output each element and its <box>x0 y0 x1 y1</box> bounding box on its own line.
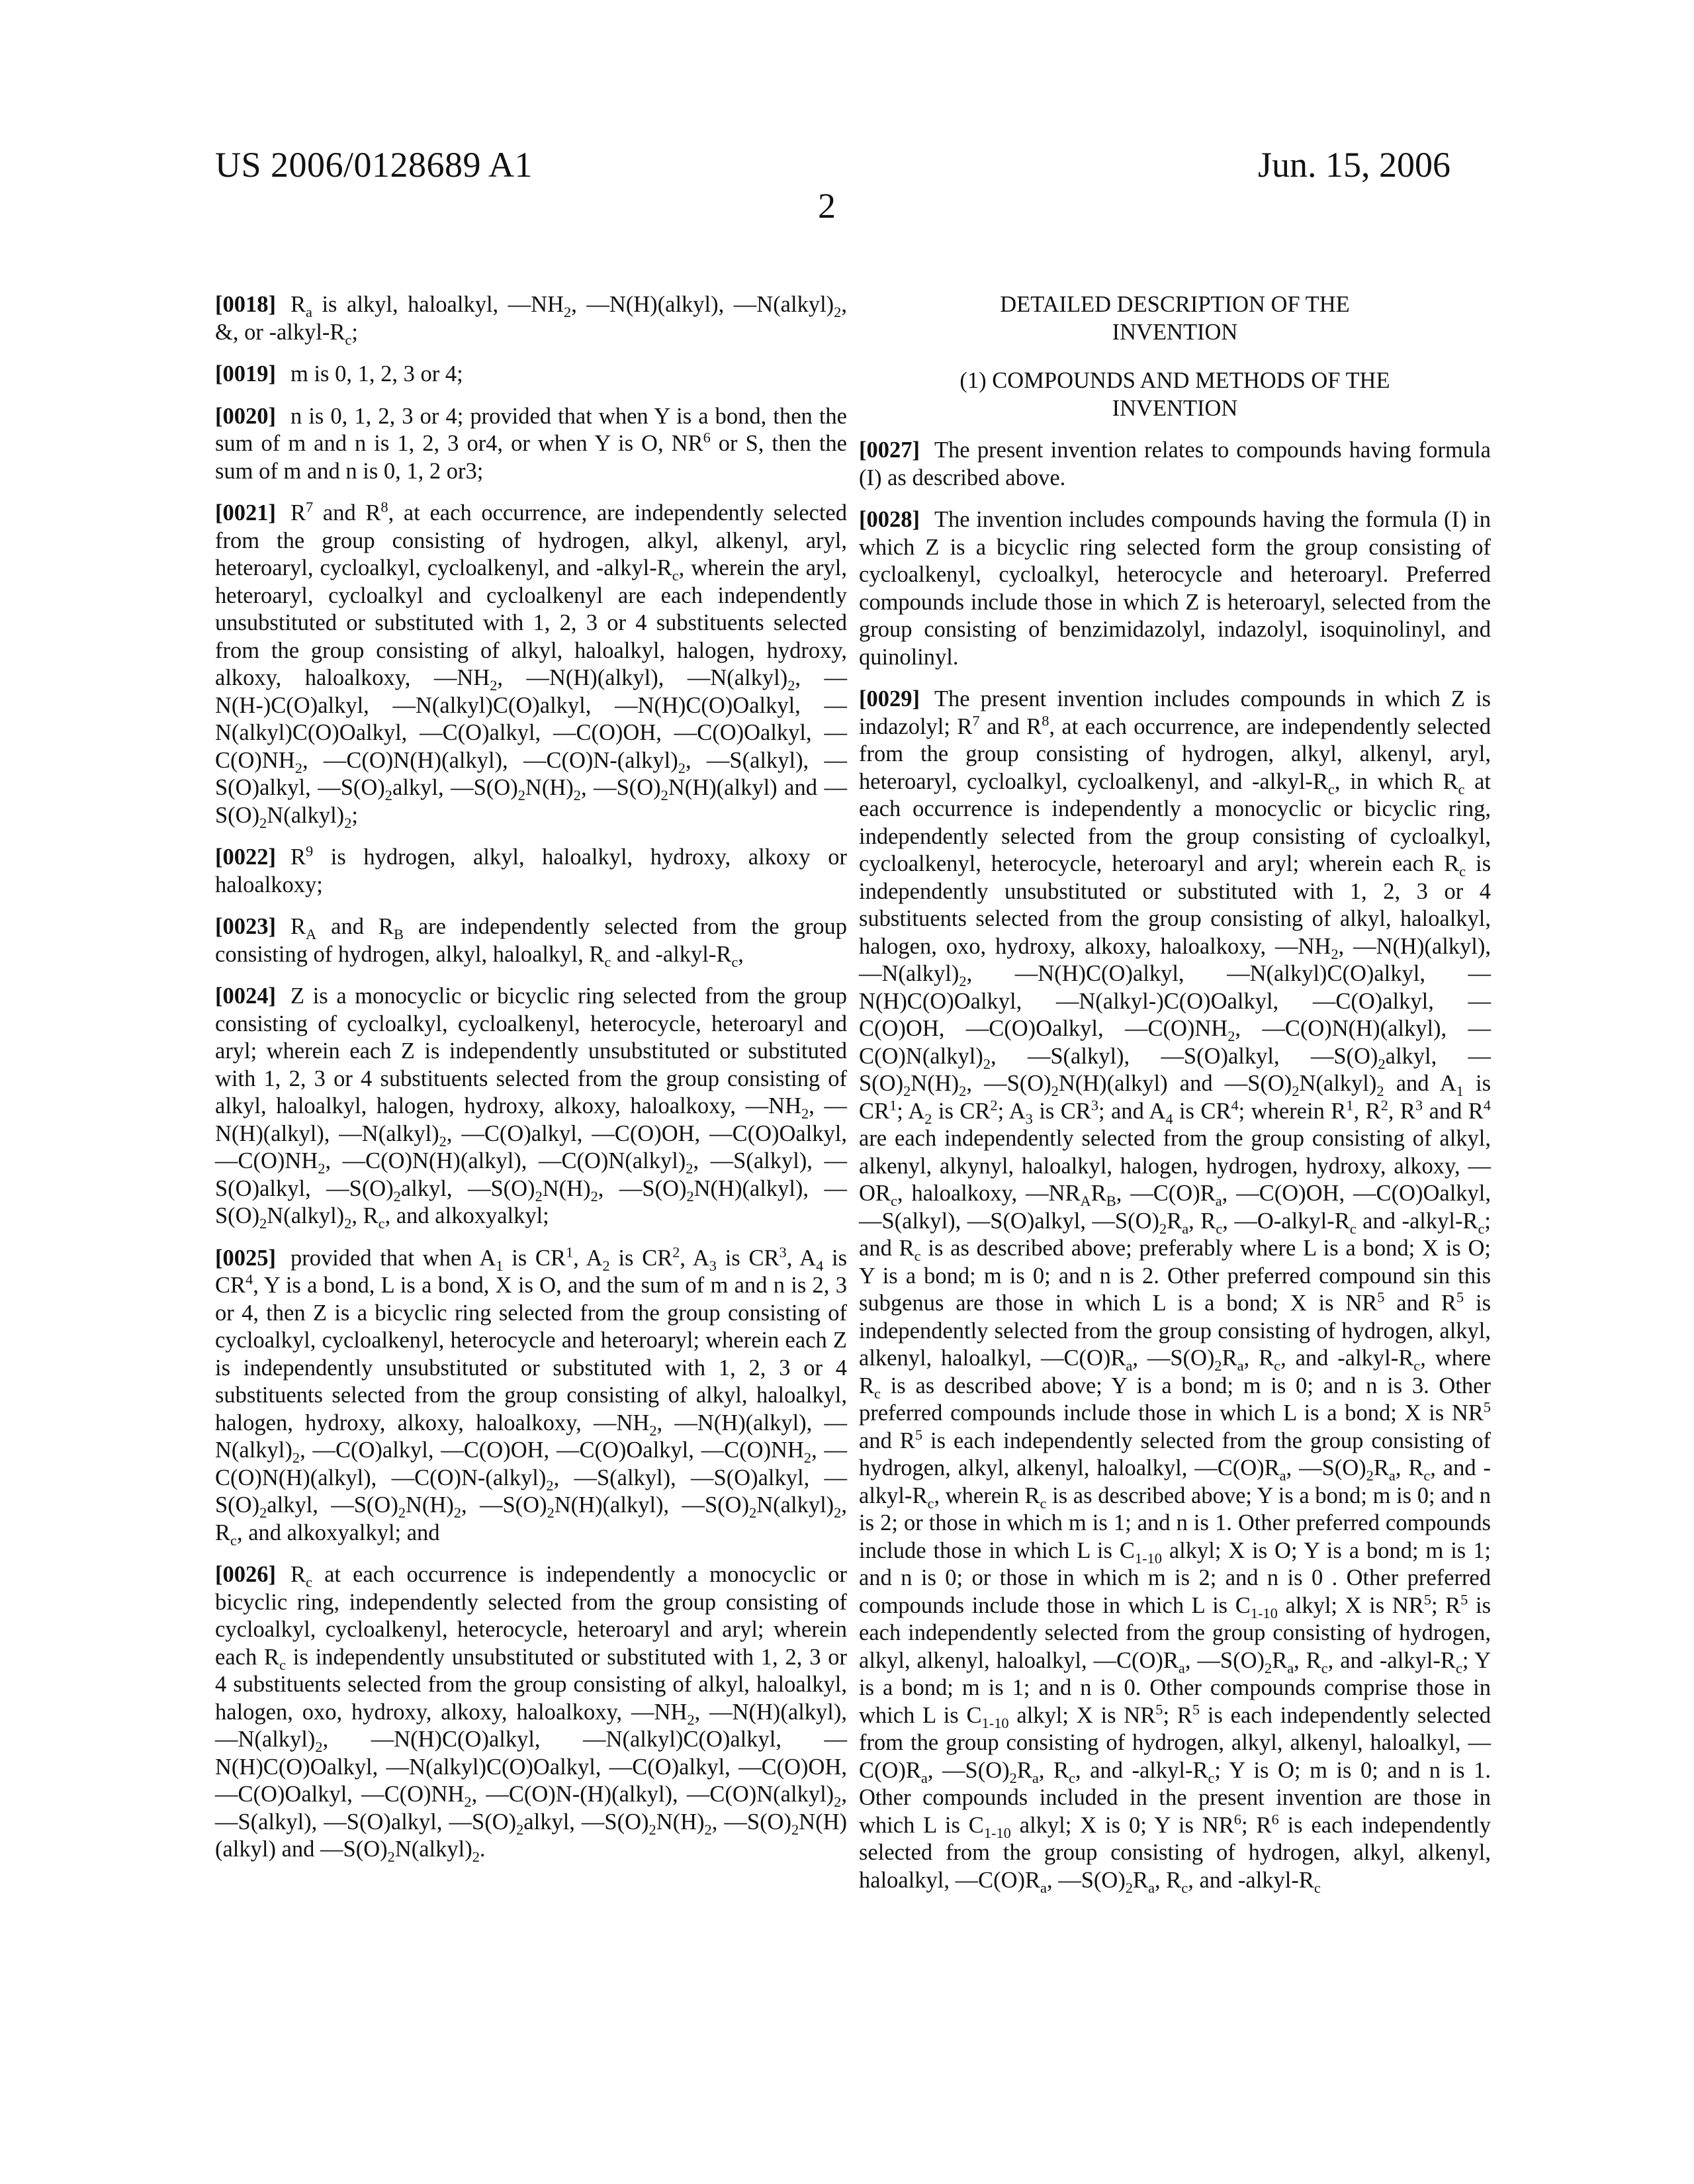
section-heading-detailed-description <box>859 291 1491 346</box>
paragraph-text: Rc at each occurrence is independently a monocyclic or bicyclic ring, independently selected from the group consisting of cycloalkyl, cycloalkenyl, heterocycle, heteroaryl and aryl; wherein each Rc is independently unsubstituted or substituted with 1, 2, 3 or 4 substituents selected from the group consisting of alkyl, haloalkyl, halogen, oxo, hydroxy, alkoxy, haloalkoxy, —NH2, —N(H)(alkyl), —N(alkyl)2, —N(H)C(O)alkyl, —N(alkyl)C(O)alkyl, —N(H)C(O)Oalkyl, —N(alkyl)C(O)Oalkyl, —C(O)alkyl, —C(O)OH, —C(O)Oalkyl, —C(O)NH2, —C(O)N-(H)(alkyl), —C(O)N(alkyl)2, —S(alkyl), —S(O)alkyl, —S(O)2alkyl, —S(O)2N(H)2, —S(O)2N(H)(alkyl) and —S(O)2N(alkyl)2. <box>215 1562 847 1862</box>
paragraph-text: R9 is hydrogen, alkyl, haloalkyl, hydroxy, alkoxy or haloalkoxy; <box>215 844 847 897</box>
paragraph-tag: [0022] <box>215 844 276 870</box>
paragraph-text: The invention includes compounds having the formula (I) in which Z is a bicyclic ring selected form the group consisting of cycloalkenyl, cycloalkyl, heterocycle and heteroaryl. Preferred compounds include those in which Z is heteroaryl, selected from the group consisting of benzimidazolyl, indazolyl, isoquinolinyl, and quinolinyl. <box>859 507 1491 670</box>
paragraph-tag: [0028] <box>859 507 920 532</box>
paragraph-0023 <box>215 913 847 968</box>
publication-number: US 2006/0128689 A1 <box>215 144 533 185</box>
page-number: 2 <box>818 185 836 226</box>
paragraph-text: Ra is alkyl, haloalkyl, —NH2, —N(H)(alkyl), —N(alkyl)2, &, or -alkyl-Rc; <box>215 292 847 345</box>
paragraph-text: Z is a monocyclic or bicyclic ring selected from the group consisting of cycloalkyl, cycloalkenyl, heterocycle, heteroaryl and aryl; wherein each Z is independently unsubstituted or substituted with 1, 2, 3 or 4 substituents selected from the group consisting of alkyl, haloalkyl, halogen, hydroxy, alkoxy, haloalkoxy, —NH2, —N(H)(alkyl), —N(alkyl)2, —C(O)alkyl, —C(O)OH, —C(O)Oalkyl, —C(O)NH2, —C(O)N(H)(alkyl), —C(O)N(alkyl)2, —S(alkyl), —S(O)alkyl, —S(O)2alkyl, —S(O)2N(H)2, —S(O)2N(H)(alkyl), —S(O)2N(alkyl)2, Rc, and alkoxyalkyl; <box>215 983 847 1228</box>
section-heading-compounds <box>859 367 1491 422</box>
paragraph-tag: [0027] <box>859 437 920 463</box>
paragraph-tag: [0026] <box>215 1562 276 1587</box>
paragraph-0018 <box>215 291 847 346</box>
paragraph-tag: [0023] <box>215 914 276 939</box>
paragraph-0025 <box>215 1245 847 1547</box>
paragraph-tag: [0024] <box>215 983 276 1009</box>
heading-line: INVENTION <box>859 319 1491 347</box>
paragraph-tag: [0019] <box>215 361 276 387</box>
paragraph-0026 <box>215 1561 847 1864</box>
paragraph-text: RA and RB are independently selected from the group consisting of hydrogen, alkyl, haloalkyl, Rc and -alkyl-Rc, <box>215 914 847 967</box>
right-column <box>859 291 1491 1909</box>
publication-date: Jun. 15, 2006 <box>1258 144 1450 185</box>
heading-line: DETAILED DESCRIPTION OF THE <box>859 291 1491 319</box>
paragraph-tag: [0021] <box>215 500 276 525</box>
paragraph-text: The present invention includes compounds in which Z is indazolyl; R7 and R8, at each occurrence, are independently selected from the group consisting of hydrogen, alkyl, alkenyl, aryl, heteroaryl, cycloalkyl, cycloalkenyl, and -alkyl-Rc, in which Rc at each occurrence is independently a monocyclic or bicyclic ring, independently selected from the group consisting of cycloalkyl, cycloalkenyl, heterocycle, heteroaryl and aryl; wherein each Rc is independently unsubstituted or substituted with 1, 2, 3 or 4 substituents selected from the group consisting of alkyl, haloalkyl, halogen, oxo, hydroxy, alkoxy, haloalkoxy, —NH2, —N(H)(alkyl), —N(alkyl)2, —N(H)C(O)alkyl, —N(alkyl)C(O)alkyl, —N(H)C(O)Oalkyl, —N(alkyl-)C(O)Oalkyl, —C(O)alkyl, —C(O)OH, —C(O)Oalkyl, —C(O)NH2, —C(O)N(H)(alkyl), —C(O)N(alkyl)2, —S(alkyl), —S(O)alkyl, —S(O)2alkyl, —S(O)2N(H)2, —S(O)2N(H)(alkyl) and —S(O)2N(alkyl)2 and A1 is CR1; A2 is CR2; A3 is CR3; and A4 is CR4; wherein R1, R2, R3 and R4 are each independently selected from the group consisting of alkyl, alkenyl, alkynyl, haloalkyl, halogen, hydrogen, hydroxy, alkoxy, —ORc, haloalkoxy, —NRARB, —C(O)Ra, —C(O)OH, —C(O)Oalkyl, —S(alkyl), —S(O)alkyl, —S(O)2Ra, Rc, —O-alkyl-Rc and -alkyl-Rc; and Rc is as described above; preferably where L is a bond; X is O; Y is a bond; m is 0; and n is 2. Other preferred compound sin this subgenus are those in which L is a bond; X is NR5 and R5 is independently selected from the group consisting of hydrogen, alkyl, alkenyl, haloalkyl, —C(O)Ra, —S(O)2Ra, Rc, and -alkyl-Rc, where Rc is as described above; Y is a bond; m is 0; and n is 3. Other preferred compounds include those in which L is a bond; X is NR5 and R5 is each independently selected from the group consisting of hydrogen, alkyl, alkenyl, haloalkyl, —C(O)Ra, —S(O)2Ra, Rc, and -alkyl-Rc, wherein Rc is as described above; Y is a bond; m is 0; and n is 2; or those in which m is 1; and n is 1. Other preferred compounds include those in which L is C1-10 alkyl; X is O; Y is a bond; m is 1; and n is 0; or those in which m is 2; and n is 0 . Other preferred compounds include those in which L is C1-10 alkyl; X is NR5; R5 is each independently selected from the group consisting of hydrogen, alkyl, alkenyl, haloalkyl, —C(O)Ra, —S(O)2Ra, Rc, and -alkyl-Rc; Y is a bond; m is 1; and n is 0. Other compounds comprise those in which L is C1-10 alkyl; X is NR5; R5 is each independently selected from the group consisting of hydrogen, alkyl, alkenyl, haloalkyl, —C(O)Ra, —S(O)2Ra, Rc, and -alkyl-Rc; Y is O; m is 0; and n is 1. Other compounds included in the present invention are those in which L is C1-10 alkyl; X is 0; Y is NR6; R6 is each independently selected from the group consisting of hydrogen, alkyl, alkenyl, haloalkyl, —C(O)Ra, —S(O)2Ra, Rc, and -alkyl-Rc <box>859 686 1491 1893</box>
paragraph-tag: [0020] <box>215 404 276 429</box>
heading-line: (1) COMPOUNDS AND METHODS OF THE <box>859 367 1491 395</box>
paragraph-0027 <box>859 437 1491 492</box>
paragraph-0029 <box>859 686 1491 1894</box>
paragraph-0028 <box>859 506 1491 671</box>
paragraph-0024 <box>215 983 847 1230</box>
paragraph-tag: [0018] <box>215 292 276 317</box>
paragraph-text: The present invention relates to compounds having formula (I) as described above. <box>859 437 1491 490</box>
paragraph-tag: [0029] <box>859 686 920 711</box>
paragraph-0021 <box>215 500 847 829</box>
paragraph-text: provided that when A1 is CR1, A2 is CR2, A3 is CR3, A4 is CR4, Y is a bond, L is a bond, X is O, and the sum of m and n is 2, 3 or 4, then Z is a bicyclic ring selected from the group consisting of cycloalkyl, cycloalkenyl, heterocycle and heteroaryl; wherein each Z is independently unsubstituted or substituted with 1, 2, 3 or 4 substituents selected from the group consisting of alkyl, haloalkyl, halogen, hydroxy, alkoxy, haloalkoxy, —NH2, —N(H)(alkyl), —N(alkyl)2, —C(O)alkyl, —C(O)OH, —C(O)Oalkyl, —C(O)NH2, —C(O)N(H)(alkyl), —C(O)N-(alkyl)2, —S(alkyl), —S(O)alkyl, —S(O)2alkyl, —S(O)2N(H)2, —S(O)2N(H)(alkyl), —S(O)2N(alkyl)2, Rc, and alkoxyalkyl; and <box>215 1246 847 1545</box>
paragraph-0019 <box>215 361 847 388</box>
paragraph-0022 <box>215 844 847 899</box>
paragraph-text: R7 and R8, at each occurrence, are independently selected from the group consisting of hydrogen, alkyl, alkenyl, aryl, heteroaryl, cycloalkyl, cycloalkenyl, and -alkyl-Rc, wherein the aryl, heteroaryl, cycloalkyl and cycloalkenyl are each independently unsubstituted or substituted with 1, 2, 3 or 4 substituents selected from the group consisting of alkyl, haloalkyl, halogen, hydroxy, alkoxy, haloalkoxy, —NH2, —N(H)(alkyl), —N(alkyl)2, —N(H-)C(O)alkyl, —N(alkyl)C(O)alkyl, —N(H)C(O)Oalkyl, —N(alkyl)C(O)Oalkyl, —C(O)alkyl, —C(O)OH, —C(O)Oalkyl, —C(O)NH2, —C(O)N(H)(alkyl), —C(O)N-(alkyl)2, —S(alkyl), —S(O)alkyl, —S(O)2alkyl, —S(O)2N(H)2, —S(O)2N(H)(alkyl) and —S(O)2N(alkyl)2; <box>215 500 847 828</box>
left-column <box>215 291 847 1878</box>
heading-line: INVENTION <box>859 395 1491 423</box>
paragraph-tag: [0025] <box>215 1246 276 1271</box>
paragraph-text: m is 0, 1, 2, 3 or 4; <box>290 361 463 387</box>
paragraph-text: n is 0, 1, 2, 3 or 4; provided that when Y is a bond, then the sum of m and n is 1, 2, 3 or4, or when Y is O, NR6 or S, then the sum of m and n is 0, 1, 2 or3; <box>215 404 847 484</box>
paragraph-0020 <box>215 403 847 486</box>
